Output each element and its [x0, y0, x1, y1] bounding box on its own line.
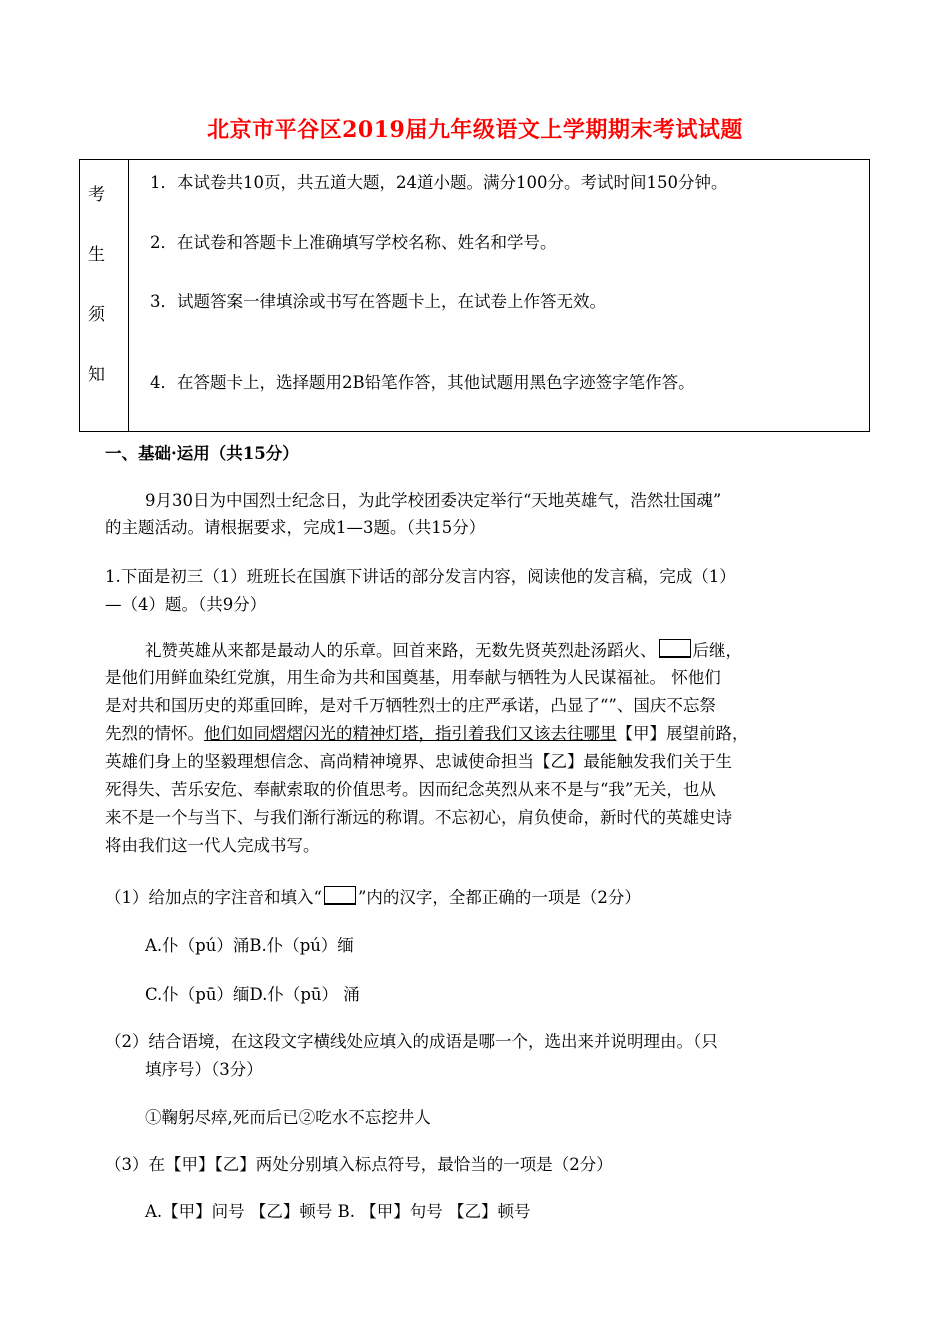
blank-box	[324, 886, 356, 905]
notice-table	[79, 159, 870, 432]
notice-item: 2．在试卷和答题卡上准确填写学校名称、姓名和学号。	[150, 233, 557, 252]
option-line: ①鞠躬尽瘁,死而后已②吃水不忘挖井人	[145, 1108, 431, 1127]
sub-question-2: （2）结合语境，在这段文字横线处应填入的成语是哪一个，选出来并说明理由。（只	[105, 1032, 718, 1051]
passage-text: 【甲】展望前路，	[616, 724, 749, 743]
section-heading: 一、基础·运用（共15分）	[105, 444, 299, 463]
page-title: 北京市平谷区2019届九年级语文上学期期末考试试题	[207, 117, 743, 143]
sub-question-text: （1）给加点的字注音和填入“	[105, 888, 322, 907]
passage-line: 是他们用鲜血染红党旗，用生命为共和国奠基，用奉献与牺牲为人民谋福祉。 怀他们	[105, 668, 721, 687]
passage-line	[105, 720, 749, 744]
passage-text: 后继，	[692, 641, 742, 660]
question-1-line: 1.下面是初三（1）班班长在国旗下讲话的部分发言内容，阅读他的发言稿，完成（1）	[105, 567, 736, 586]
blank-box	[659, 639, 691, 658]
sub-question-1	[105, 884, 641, 908]
notice-item: 3．试题答案一律填涂或书写在答题卡上，在试卷上作答无效。	[150, 292, 606, 311]
passage-text: 先烈的情怀。	[105, 724, 204, 743]
sub-question-2: 填序号）（3分）	[145, 1060, 263, 1079]
intro-line: 9月30日为中国烈士纪念日，为此学校团委决定举行“天地英雄气，浩然壮国魂”	[145, 491, 722, 510]
notice-label-char: 须	[88, 305, 105, 325]
sub-question-3: （3）在【甲】【乙】两处分别填入标点符号，最恰当的一项是（2分）	[105, 1155, 613, 1174]
notice-label-char: 考	[88, 185, 105, 205]
passage-line	[145, 637, 742, 661]
passage-line: 将由我们这一代人完成书写。	[105, 836, 320, 855]
passage-line: 来不是一个与当下、与我们渐行渐远的称谓。不忘初心，肩负使命，新时代的英雄史诗	[105, 808, 732, 827]
notice-label-char: 知	[88, 365, 105, 385]
notice-divider	[128, 160, 129, 431]
notice-item: 4．在答题卡上，选择题用2B铅笔作答，其他试题用黑色字迹签字笔作答。	[150, 373, 695, 392]
option-line: A.【甲】问号 【乙】顿号 B. 【甲】句号 【乙】顿号	[145, 1202, 531, 1221]
intro-line: 的主题活动。请根据要求，完成1—3题。（共15分）	[105, 518, 486, 537]
option-line: C.仆（pū）缅D.仆（pū） 涌	[145, 985, 360, 1004]
passage-text: 礼赞英雄从来都是最动人的乐章。回首来路，无数先贤英烈赴汤蹈火、	[145, 641, 657, 660]
passage-line: 英雄们身上的坚毅理想信念、高尚精神境界、忠诚使命担当【乙】最能触发我们关于生	[105, 752, 732, 771]
question-1-line: —（4）题。（共9分）	[105, 595, 267, 614]
notice-label-char: 生	[88, 245, 105, 265]
sub-question-text: ”内的汉字，全都正确的一项是（2分）	[357, 888, 641, 907]
passage-line: 是对共和国历史的郑重回眸，是对千万牺牲烈士的庄严承诺，凸显了“”、国庆不忘祭	[105, 696, 716, 715]
notice-item: 1．本试卷共10页，共五道大题，24道小题。满分100分。考试时间150分钟。	[150, 173, 728, 192]
option-line: A.仆（pú）涌B.仆（pú）缅	[145, 936, 354, 955]
passage-line: 死得失、苦乐安危、奉献索取的价值思考。因而纪念英烈从来不是与“我”无关，也从	[105, 780, 716, 799]
underlined-blank-text: 他们如同熠熠闪光的精神灯塔，指引着我们又该去往哪里	[204, 724, 617, 743]
